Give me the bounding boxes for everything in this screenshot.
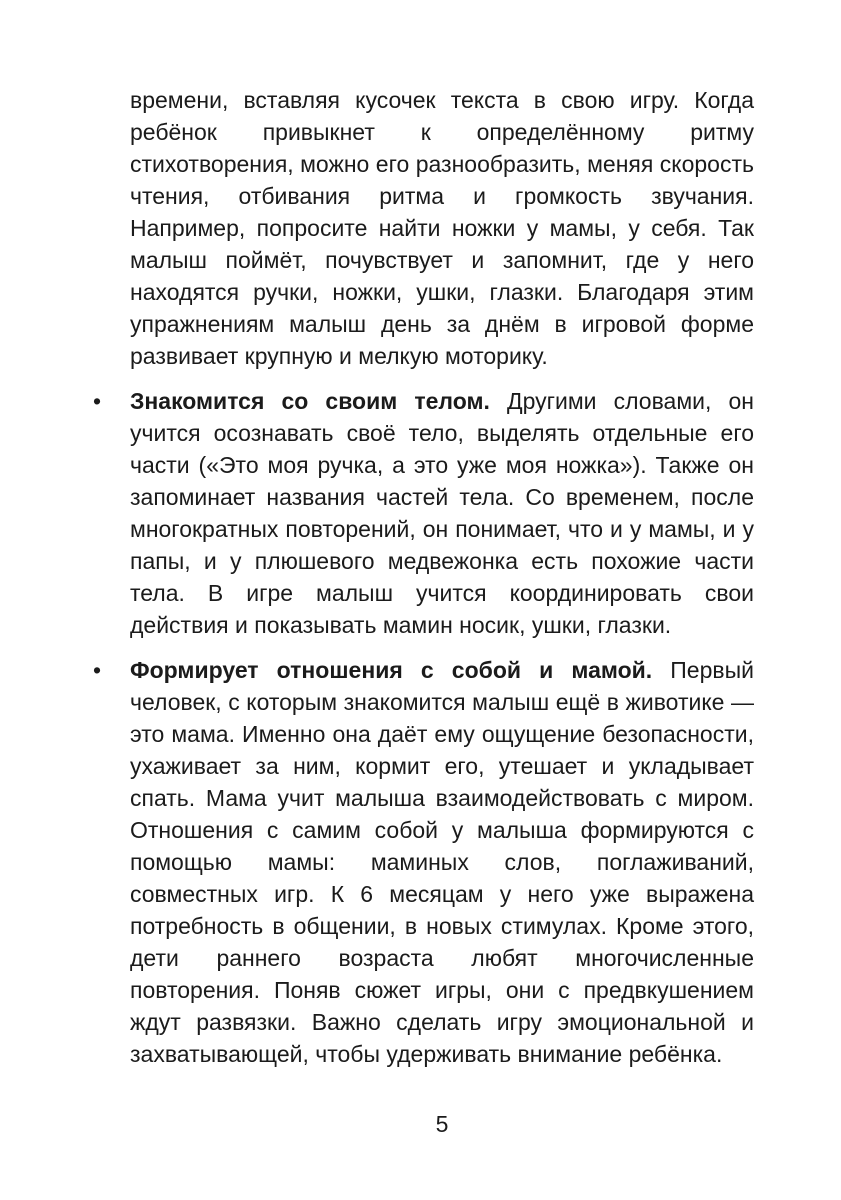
paragraph-text: Другими словами, он учится осознавать своё тело, выделять отдельные его части («Это моя ручка, а это уже моя ножка»). Также он запоминает названия частей тела. Со временем, после многократных повторений, он понимает, что и у мамы, и у папы, и у плюшевого медвежонка есть похожие части тела. В игре малыш учится координировать свои действия и показывать мамин носик, ушки, глазки. xyxy=(130,388,754,638)
bullet-icon: • xyxy=(93,388,102,414)
bullet-item xyxy=(93,654,754,1070)
paragraph-text: времени, вставляя кусочек текста в свою игру. Когда ребёнок привыкнет к определённому ритму стихотворения, можно его разнообразить, меняя скорость чтения, отбивания ритма и громкость звучания. Например, попросите найти ножки у мамы, у себя. Так малыш поймёт, почувствует и запомнит, где у него находятся ручки, ножки, ушки, глазки. Благодаря этим упражнениям малыш день за днём в игровой форме развивает крупную и мелкую моторику. xyxy=(130,87,754,369)
paragraph-lead-bold: Знакомится со своим телом. xyxy=(130,388,490,414)
page-number: 5 xyxy=(435,1111,449,1137)
paragraph-text: Первый человек, с которым знакомится малыш ещё в животике — это мама. Именно она даёт ему ощущение безопасности, ухаживает за ним, кормит его, утешает и укладывает спать. Мама учит малыша взаимодействовать с миром. Отношения с самим собой у малыша формируются с помощью мамы: маминых слов, поглаживаний, совместных игр. К 6 месяцам у него уже выражена потребность в общении, в новых стимулах. Кроме этого, дети раннего возраста любят многочисленные повторения. Поняв сюжет игры, они с предвкушением ждут развязки. Важно сделать игру эмоциональной и захватывающей, чтобы удерживать внимание ребёнка. xyxy=(130,657,754,1067)
paragraph-continuation xyxy=(130,84,754,372)
bullet-item xyxy=(93,385,754,641)
text-column xyxy=(93,84,754,1070)
paragraph-lead-bold: Формирует отношения с собой и мамой. xyxy=(130,657,653,683)
bullet-icon: • xyxy=(93,657,102,683)
